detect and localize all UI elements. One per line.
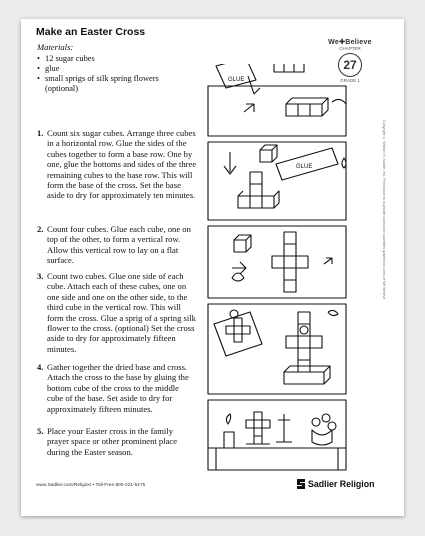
panel-3-stack-cubes [208,226,346,298]
step-text: Count two cubes. Glue one side of each cube. Attach each of these cubes, one on one side and one on the other side, to the third cube in the vertical row. This will form the cross. Glue a sprig of a spring silk flower to the cross. (optional) Set the cross aside to dry for approximately fifteen minutes. [47,271,196,354]
panel-2-vertical-row [208,142,346,220]
step-number: 3. [37,271,44,281]
footer-contact [36,483,145,488]
step-text: Count six sugar cubes. Arrange three cubes in a horizontal row. Glue the sides of the cubes together to form a base row. One by one, glue the bottoms and sides of the three remaining cubes to the base row. This will form the base of the cross. Set the base aside to dry for approximately ten minutes. [47,128,197,201]
panel-5-prayer-space [208,400,346,470]
step-2 [37,224,197,266]
materials-item: • 12 sugar cubes [37,54,187,64]
step-text: Count four cubes. Glue each cube, one on top of the other, to form a vertical row. Allow this vertical row to lay on a flat surface. [47,224,191,266]
footer-website[interactable]: www.Sadlier.com/Religion [36,483,92,488]
side-copyright: Copyright © William H. Sadlier, Inc. Permission to duplicate classroom quantities granted to users of We Believe. [382,120,386,301]
materials-item: • glue [37,64,187,74]
footer-separator: • [92,483,96,488]
badge-grade-label: GRADE 1 [340,78,360,83]
step-number: 2. [37,224,44,234]
step-text: Place your Easter cross in the family prayer space or other prominent place during the Easter season. [47,426,178,457]
step-3 [37,271,197,354]
step-number: 5. [37,426,44,436]
step-number: 1. [37,128,44,138]
step-4 [37,362,197,414]
document-title: Make an Easter Cross [36,26,146,38]
we-believe-badge [325,32,375,96]
step-number: 4. [37,362,44,372]
instruction-illustration [204,64,354,471]
materials-heading: Materials: [37,42,74,52]
brand-name: Sadlier Religion [308,479,375,489]
glue-bottle-label: GLUE [228,77,245,83]
panel-4-attach-flower [208,304,346,394]
step-text: Gather together the dried base and cross. Attach the cross to the base by gluing the bottom cube of the cross to the middle cube of the base. Set aside to dry for approximately fifteen minutes. [47,362,189,414]
badge-chapter-label: CHAPTER [339,46,361,51]
materials-list [37,54,187,94]
sadlier-logo-icon [296,478,306,490]
materials-item: • small sprigs of silk spring flowers (optional) [37,74,187,94]
step-5 [37,426,197,457]
glue-tube-label: GLUE [296,164,313,170]
badge-program-name: We✚Believe [328,39,372,46]
step-1 [37,128,197,201]
badge-chapter-number: 27 [338,53,362,77]
footer-phone: Toll-Free 800-221-5175 [95,483,146,488]
